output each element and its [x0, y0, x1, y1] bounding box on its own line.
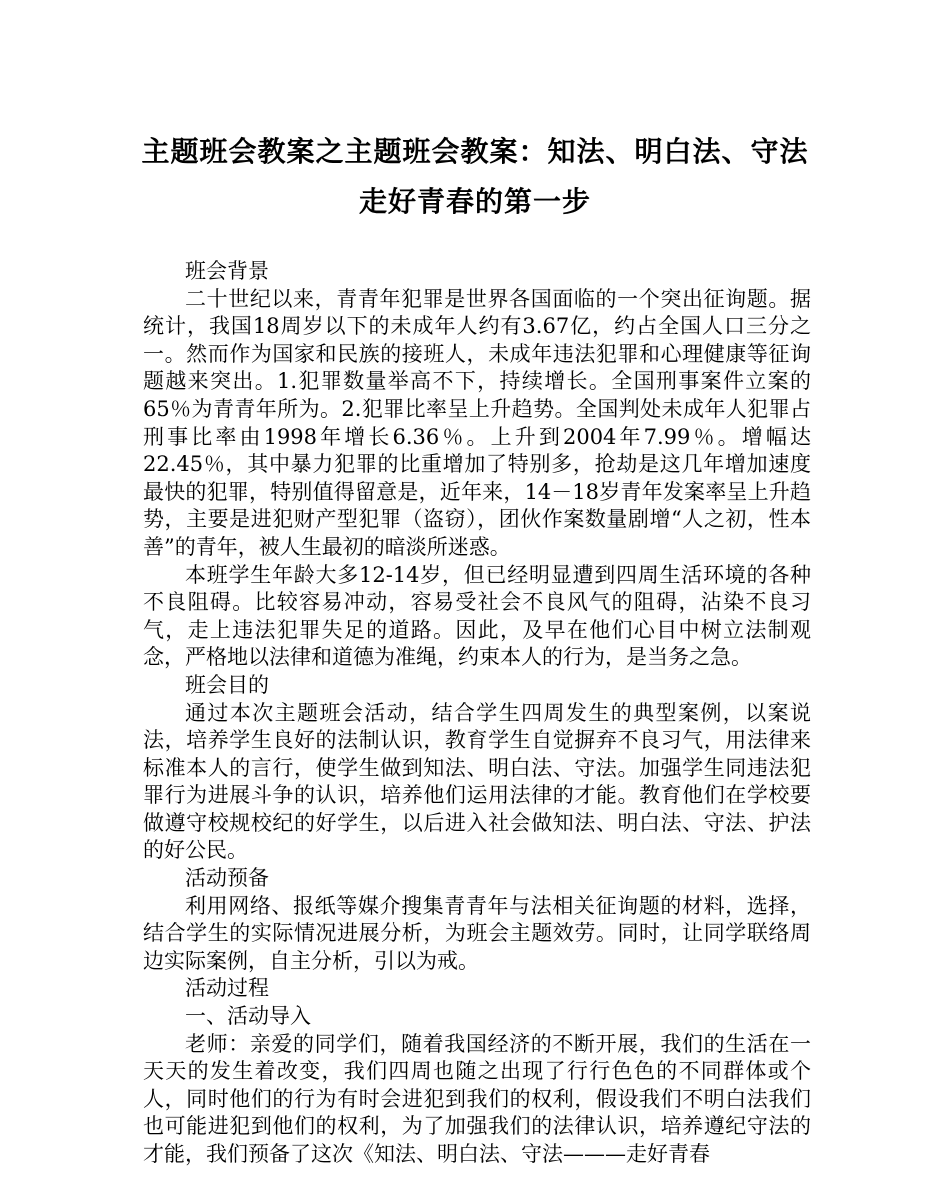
paragraph-teacher-intro: 老师：亲爱的同学们，随着我国经济的不断开展，我们的生活在一天天的发生着改变，我们四周也随之出现了行行色色的不同群体或个人，同时他们的行为有时会进犯到我们的权利，假设我们不明白法我们也可能进犯到他们的权利，为了加强我们的法律认识，培养遵纪守法的才能，我们预备了这次《知法、明白法、守法———走好青春: [143, 1031, 811, 1166]
document-title-line-2: 走好青春的第一步: [358, 185, 591, 218]
section-heading-preparation: 活动预备: [185, 866, 269, 891]
paragraph-preparation: 利用网络、报纸等媒介搜集青青年与法相关征询题的材料，选择，结合学生的实际情况进展分析，为班会主题效劳。同时，让同学联络周边实际案例，自主分析，引以为戒。: [143, 893, 811, 973]
section-heading-process: 活动过程: [185, 976, 269, 1001]
paragraph-purpose: 通过本次主题班会活动，结合学生四周发生的典型案例，以案说法，培养学生良好的法制认识，教育学生自觉摒弃不良习气，用法律来标准本人的言行，使学生做到知法、明白法、守法。加强学生同违法犯罪行为进展斗争的认识，培养他们运用法律的才能。教育他们在学校要做遵守校规校纪的好学生，以后进入社会做知法、明白法、守法、护法的好公民。: [143, 700, 811, 863]
document-body: [143, 258, 811, 1169]
section-heading-purpose: 班会目的: [185, 672, 269, 697]
section-heading-background: 班会背景: [185, 259, 269, 283]
paragraph-class-situation: 本班学生年龄大多12-14岁，但已经明显遭到四周生活环境的各种不良阻碍。比较容易冲动，容易受社会不良风气的阻碍，沾染不良习气，走上违法犯罪失足的道路。因此，及早在他们心目中树立法制观念，严格地以法律和道德为准绳，约束本人的行为，是当务之急。: [143, 562, 811, 670]
subheading-activity-intro: 一、活动导入: [185, 1004, 311, 1029]
paragraph-background-statistics: 二十世纪以来，青青年犯罪是世界各国面临的一个突出征询题。据统计，我国18周岁以下的未成年人约有3.67亿，约占全国人口三分之一。然而作为国家和民族的接班人，未成年违法犯罪和心理健康等征询题越来突出。1.犯罪数量举高不下，持续增长。全国刑事案件立案的65％为青青年所为。2.犯罪比率呈上升趋势。全国判处未成年人犯罪占刑事比率由1998年增长6.36％。上升到2004年7.99％。增幅达22.45％，其中暴力犯罪的比重增加了特别多，抢劫是这几年增加速度最快的犯罪，特别值得留意是，近年来，14－18岁青年发案率呈上升趋势，主要是进犯财产型犯罪（盗窃），团伙作案数量剧增“人之初，性本善”的青年，被人生最初的暗淡所迷惑。: [143, 286, 811, 559]
document-title-line-1: 主题班会教案之主题班会教案：知法、明白法、守法: [141, 135, 809, 168]
